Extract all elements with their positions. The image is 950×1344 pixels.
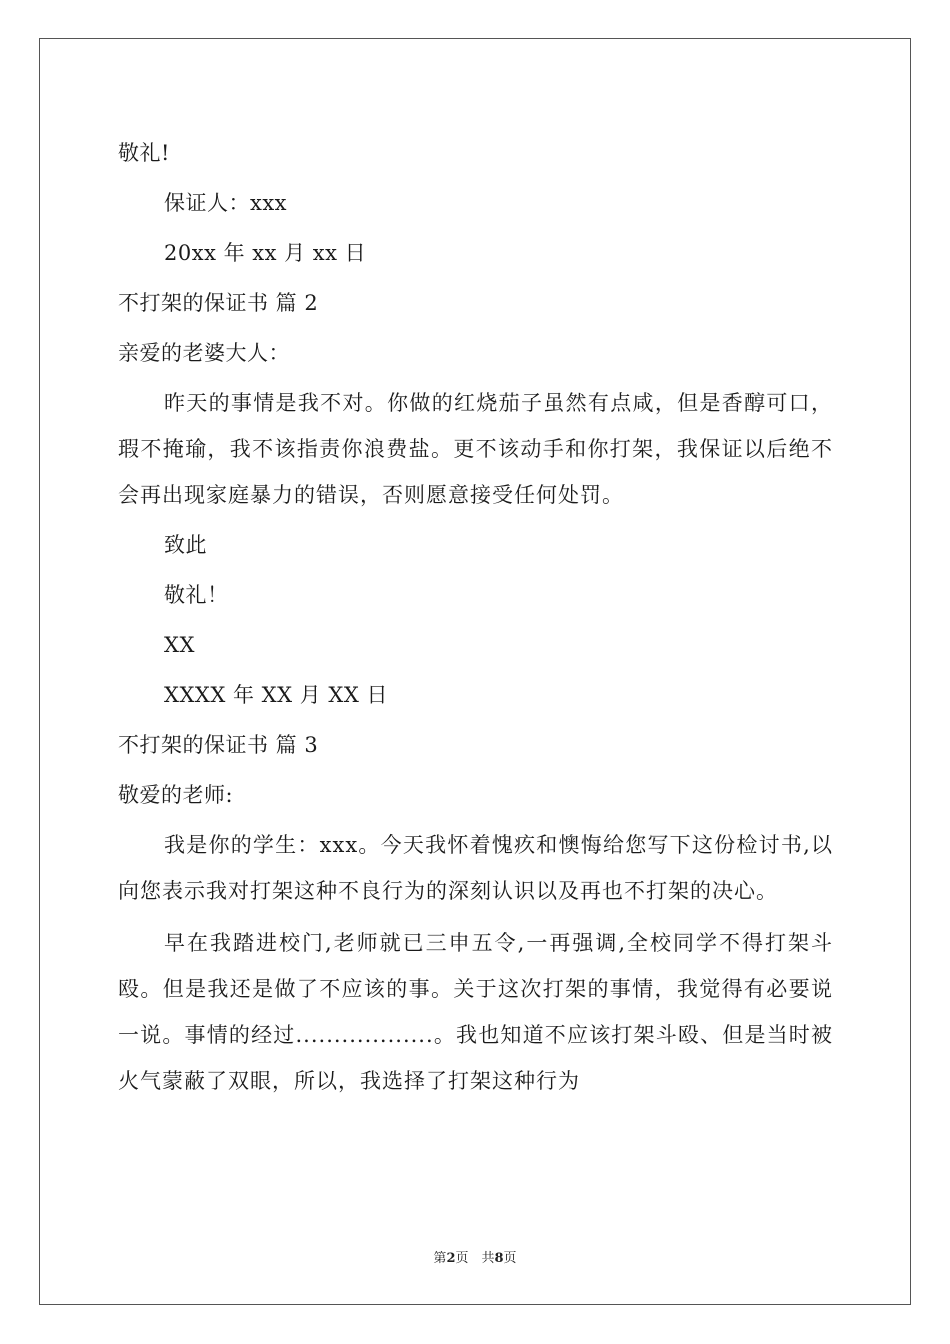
footer-prefix: 第 <box>433 1251 447 1266</box>
salutation-3: 敬爱的老师: <box>118 783 234 807</box>
closing-line-1: 致此 <box>164 533 207 557</box>
section-heading-2: 不打架的保证书 篇 2 <box>118 291 319 315</box>
salutation-2: 亲爱的老婆大人： <box>118 341 290 365</box>
footer-suffix: 页 <box>503 1251 517 1266</box>
signature-date-line: XXXX 年 XX 月 XX 日 <box>164 683 388 707</box>
page-footer <box>0 1247 950 1266</box>
body-paragraph-2: 我是你的学生：xxx。今天我怀着愧疚和懊悔给您写下这份检讨书,以向您表示我对打架这种不良行为的深刻认识以及再也不打架的决心。 <box>118 833 833 903</box>
guarantor-line: 保证人：xxx <box>164 191 288 215</box>
footer-total-pages: 8 <box>494 1251 504 1266</box>
document-body <box>118 128 833 1106</box>
footer-current-page: 2 <box>446 1251 456 1266</box>
body-paragraph-3: 早在我踏进校门,老师就已三申五令,一再强调,全校同学不得打架斗殴。但是我还是做了不应该的事。关于这次打架的事情，我觉得有必要说一说。事情的经过..................。我也知道不应该打架斗殴、但是当时被火气蒙蔽了双眼，所以，我选择了打架这种行为 <box>118 931 833 1093</box>
closing-line-2: 敬礼！ <box>164 583 229 607</box>
closing-salute: 敬礼! <box>118 141 170 165</box>
footer-mid: 页 共 <box>455 1251 495 1266</box>
date-line: 20xx 年 xx 月 xx 日 <box>164 241 367 265</box>
section-heading-3: 不打架的保证书 篇 3 <box>118 733 319 757</box>
signature-line: XX <box>164 633 195 657</box>
body-paragraph-1: 昨天的事情是我不对。你做的红烧茄子虽然有点咸，但是香醇可口，瑕不掩瑜，我不该指责你浪费盐。更不该动手和你打架，我保证以后绝不会再出现家庭暴力的错误，否则愿意接受任何处罚。 <box>118 391 833 507</box>
